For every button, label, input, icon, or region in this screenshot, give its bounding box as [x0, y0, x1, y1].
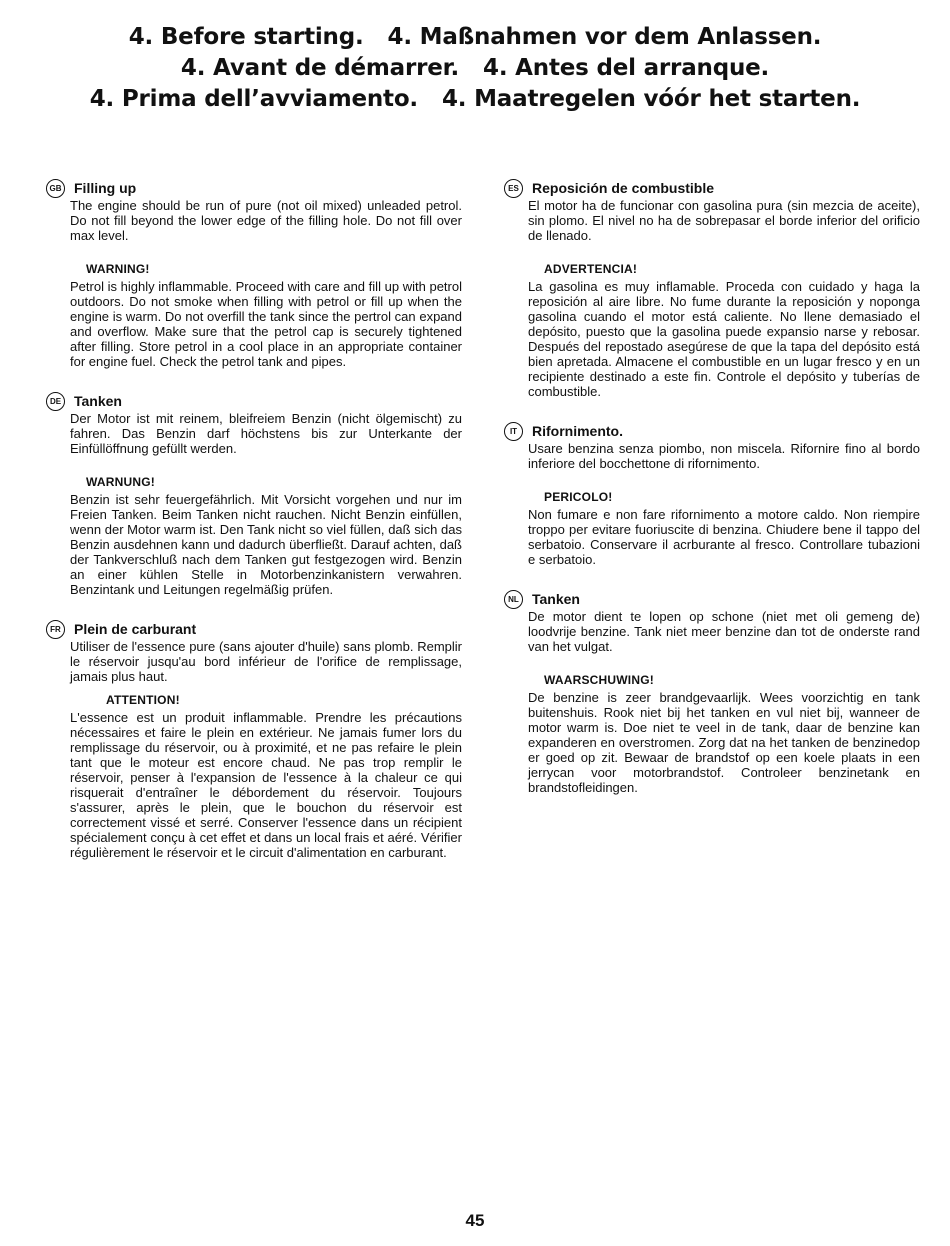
right-column	[508, 178, 920, 795]
section-nl	[508, 589, 920, 795]
section-de-warning-body: Benzin ist sehr feuergefährlich. Mit Vorsicht vorgehen und nur im Freien Tanken. Beim Tanken nicht rauchen. Nicht Benzin einfüllen, wenn der Motor warm ist. Den Tank nicht so viel füllen, daß sich das Benzin ausdehnen kann und dadurch überfließt. Darauf achten, daß der Tankverschluß nach dem Tanken gut festgezogen wird. Benzin an einer kühlen Stelle in Motorbenzinkanistern verwahren. Benzintank und Leitungen regelmäßig prüfen.	[70, 492, 462, 597]
section-nl-header	[504, 589, 920, 609]
es-language-badge-icon: ES	[504, 179, 523, 198]
section-nl-body: De motor dient te lopen op schone (niet met oli gemeng de) loodvrije benzine. Tank niet meer benzine dan tot de onderste rand van het vulgat.	[528, 609, 920, 654]
section-es-header	[504, 178, 920, 198]
section-gb-warning-body: Petrol is highly inflammable. Proceed with care and fill up with petrol outdoors. Do not smoke when filling with petrol or fill up when the engine is warm. Do not overfill the tank since the pertrol can expand and overflow. Make sure that the petrol cap is securely tightened after filling. Store petrol in a cool place in an appropriate container for engine fuel. Check the petrol tank and pipes.	[70, 279, 462, 369]
heading-title-de: 4. Maßnahmen vor dem Anlassen.	[387, 24, 822, 50]
section-de-body: Der Motor ist mit reinem, bleifreiem Benzin (nicht ölgemischt) zu fahren. Das Benzin darf höchstens bis zur Unterkante der Einfüllöffnung gefüllt werden.	[70, 411, 462, 456]
section-gb	[49, 178, 462, 369]
section-de-header	[46, 391, 462, 411]
heading-title-nl: 4. Maatregelen vóór het starten.	[441, 86, 861, 112]
section-es-body: El motor ha de funcionar con gasolina pura (sin mezcia de aceite), sin plomo. El nivel no ha de sobrepasar el borde inferior del orificio de llenado.	[528, 198, 920, 243]
section-fr-warning-title: ATTENTION!	[106, 693, 180, 707]
section-nl-warning-body: De benzine is zeer brandgevaarlijk. Wees voorzichtig en tank buitenshuis. Rook niet bij het tanken en vul niet bij, wanneer de motor warm is. Doe niet te veel in de tank, daar de benzine kan expanderen en overstromen. Zorg dat na het tanken de benzinedop er goed op zit. Bewaar de brandstof op een koele plaats in een jerrycan voor motorbrandstof. Controleer benzinetank en brandstofleidingen.	[528, 690, 920, 795]
section-it-body: Usare benzina senza piombo, non miscela. Rifornire fino al bordo inferiore del bocchettone di rifornimento.	[528, 441, 920, 471]
heading-title-fr: 4. Avant de démarrer.	[180, 55, 460, 81]
section-it-warning-body: Non fumare e non fare rifornimento a motore caldo. Non riempire troppo per evitare fuoriuscite di benzina. Chiudere bene il tappo del serbatoio. Conservare il acrburante al fresco. Controllare tubazioni e serbatoio.	[528, 507, 920, 567]
section-gb-title: Filling up	[74, 180, 137, 196]
heading-title-en: 4. Before starting.	[128, 24, 364, 50]
section-nl-warning-title: WAARSCHUWING!	[544, 673, 654, 687]
gb-language-badge-icon: GB	[46, 179, 65, 198]
section-es-warning-body: La gasolina es muy inflamable. Proceda con cuidado y haga la reposición al aire libre. No fume durante la reposición y noponga gasolina cuando el motor está caliente. No llene demasiado el depósito, puesto que la gasolina puede expansio narse y rebosar. Después del repostado asegúrese de que la tapa del depósito está bien apretada. Almacene el combustible en un lugar fresco y en un recipiente destinado a este fin. Controle el depósito y tuberías de combustible.	[528, 279, 920, 399]
section-fr	[50, 619, 462, 860]
heading-title-it: 4. Prima dell’avviamento.	[89, 86, 418, 112]
section-es-warning-title: ADVERTENCIA!	[544, 262, 638, 276]
section-gb-header	[46, 178, 462, 198]
section-es	[508, 178, 920, 399]
section-gb-body: The engine should be run of pure (not oil mixed) unleaded petrol. Do not fill beyond the lower edge of the filling hole. Do not fill over max level.	[70, 198, 462, 243]
section-it-header	[504, 421, 920, 441]
page-number: 45	[465, 1211, 485, 1230]
section-fr-title: Plein de carburant	[74, 621, 197, 637]
section-it-warning-title: PERICOLO!	[544, 490, 613, 504]
heading-line-2	[0, 53, 950, 84]
section-fr-header	[46, 619, 462, 639]
heading-title-es: 4. Antes del arranque.	[483, 55, 770, 81]
section-de-title: Tanken	[74, 393, 122, 409]
heading-line-1	[0, 22, 950, 53]
section-fr-body: Utiliser de l'essence pure (sans ajouter d'huile) sans plomb. Remplir le réservoir jusqu'au bord inférieur de l'orifice de remplissage, jamais plus haut.	[70, 639, 462, 684]
section-gb-warning-title: WARNING!	[86, 262, 150, 276]
section-de	[49, 391, 462, 597]
left-column	[49, 178, 462, 860]
nl-language-badge-icon: NL	[504, 590, 523, 609]
section-de-warning-title: WARNUNG!	[86, 475, 155, 489]
page-heading	[0, 22, 950, 115]
section-nl-title: Tanken	[532, 591, 580, 607]
section-fr-warning-body: L'essence est un produit inflammable. Prendre les précautions nécessaires et faire le plein en extérieur. Ne jamais fumer lors du remplissage du réservoir, ou à proximité, et ne pas refaire le plein tant que le moteur est encore chaud. Ne pas trop remplir le réservoir, penser à l'expansion de l'essence à la chaleur ce qui risquerait d'entraîner le débordement du réservoir. Toujours s'assurer, après le plein, que le bouchon du réservoir est correctement vissé et serré. Conserver l'essence dans un récipient spécialement conçu à cet effet et dans un local frais et aéré. Vérifier régulièrement le réservoir et le circuit d'alimentation en carburant.	[70, 710, 462, 860]
heading-line-3	[0, 84, 950, 115]
it-language-badge-icon: IT	[504, 422, 523, 441]
de-language-badge-icon: DE	[46, 392, 65, 411]
section-it	[509, 421, 920, 567]
section-it-title: Rifornimento.	[532, 423, 623, 439]
fr-language-badge-icon: FR	[46, 620, 65, 639]
section-es-title: Reposición de combustible	[532, 180, 715, 196]
